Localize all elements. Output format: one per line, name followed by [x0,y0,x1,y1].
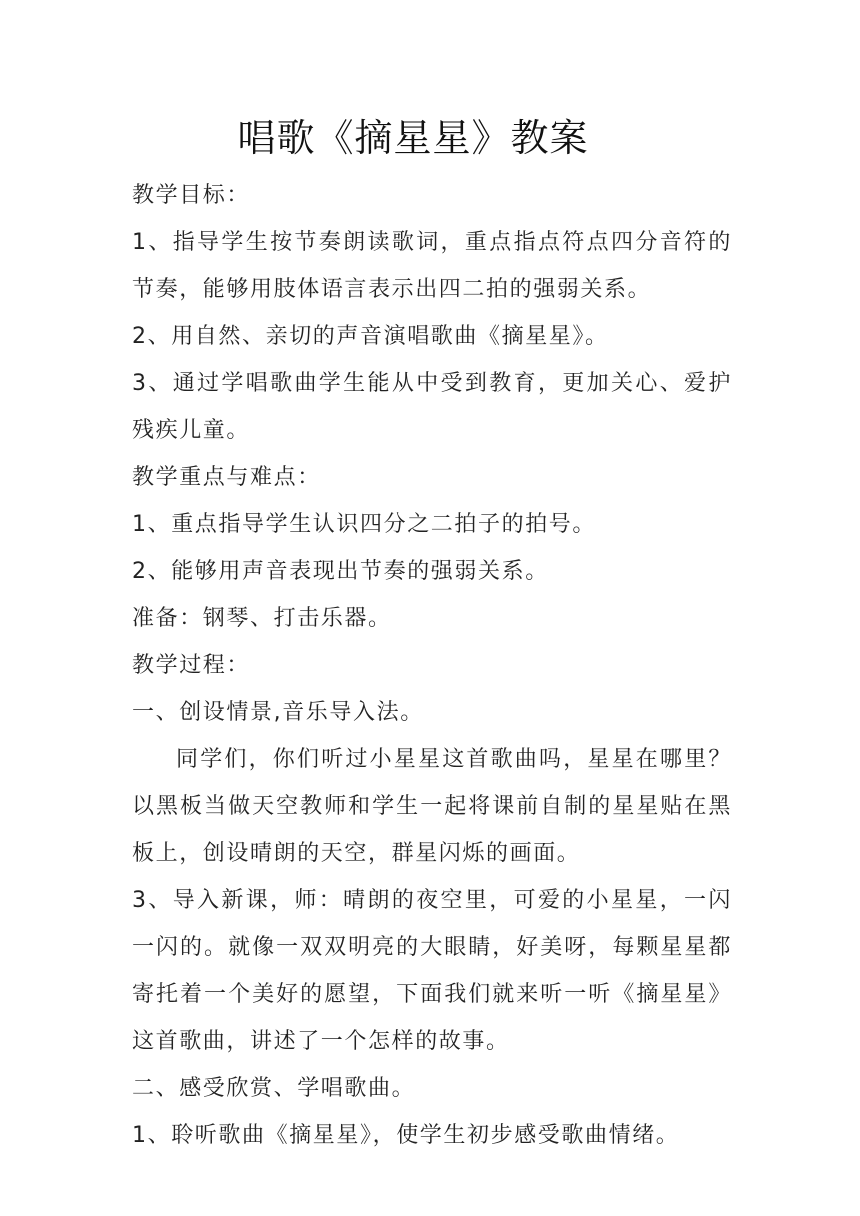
section-heading-key-points: 教学重点与难点： [132,465,321,490]
objective-item-2: 2、用自然、亲切的声音演唱歌曲《摘星星》。 [132,324,609,349]
preparation-line: 准备：钢琴、打击乐器。 [132,606,392,631]
process-step-1-paragraph: 同学们，你们听过小星星这首歌曲吗，星星在哪里？以黑板当做天空教师和学生一起将课前自制的星星贴在黑板上，创设晴朗的天空，群星闪烁的画面。 [132,747,732,866]
process-step-3-paragraph: 3、导入新课，师：晴朗的夜空里，可爱的小星星，一闪一闪的。就像一双双明亮的大眼睛，好美呀，每颗星星都寄托着一个美好的愿望，下面我们就来听一听《摘星星》这首歌曲，讲述了一个怎样的故事。 [132,888,732,1054]
document-title: 唱歌《摘星星》教案 [237,116,589,160]
objective-item-1: 1、指导学生按节奏朗读歌词，重点指点符点四分音符的节奏，能够用肢体语言表示出四二拍的强弱关系。 [132,230,732,302]
process-step-2-item-1: 1、聆听歌曲《摘星星》，使学生初步感受歌曲情绪。 [132,1123,680,1148]
process-step-2-heading: 二、感受欣赏、学唱歌曲。 [132,1076,416,1101]
objective-item-3: 3、通过学唱歌曲学生能从中受到教育，更加关心、爱护残疾儿童。 [132,371,732,443]
section-heading-process: 教学过程： [132,653,251,678]
key-point-item-1: 1、重点指导学生认识四分之二拍子的拍号。 [132,512,596,537]
key-point-item-2: 2、能够用声音表现出节奏的强弱关系。 [132,559,549,584]
section-heading-objectives: 教学目标： [132,183,251,208]
process-step-1-heading: 一、创设情景,音乐导入法。 [132,700,424,725]
document-body [132,172,732,1159]
